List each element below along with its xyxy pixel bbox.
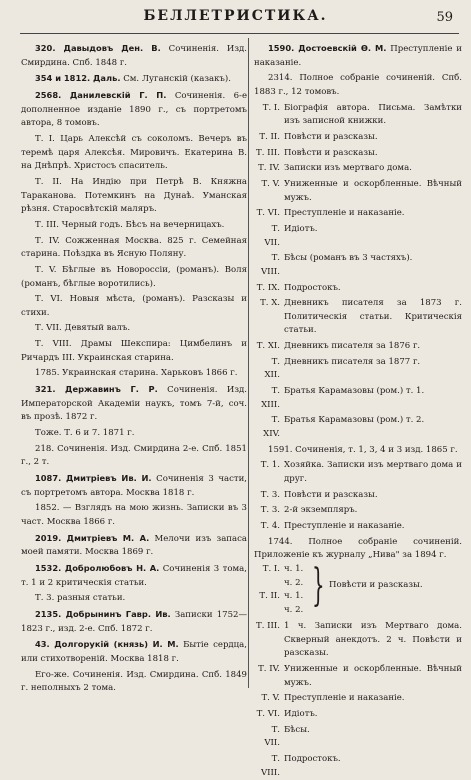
volume-row xyxy=(254,753,462,780)
catalog-entry xyxy=(21,322,247,336)
volume-label: Т. I. xyxy=(262,563,280,574)
right-column xyxy=(254,40,462,780)
volume-row xyxy=(254,162,462,176)
entry-text: Бытіе сердца, или стихотвореній. Москва 1818 г. xyxy=(21,640,247,664)
entry-text: Т. VIII. Драмы Шекспира: Цимбелинъ и Ричардъ III. Украинская старина. xyxy=(21,339,247,363)
catalog-entry xyxy=(254,444,462,458)
entry-text: Т. VI. Новыя мѣста, (романъ). Разсказы и стихи. xyxy=(21,294,247,318)
catalog-entry xyxy=(21,427,247,441)
entry-text: Т. I. Царь Алексѣй съ соколомъ. Вечеръ въ теремѣ царя Алексѣя. Мировичъ. Екатерина В. на Днѣпрѣ. Христосъ спаситель. xyxy=(21,133,247,172)
volume-row xyxy=(254,459,462,486)
catalog-entry xyxy=(21,235,247,262)
volume-text: Дневникъ писателя за 1877 г. xyxy=(284,356,421,367)
entry-text: Т. V. Бѣглые въ Новороссіи, (романъ). Воля (романъ, бѣглые воротились). xyxy=(21,264,247,289)
volume-row xyxy=(254,297,462,338)
volume-label: Т. XII. xyxy=(264,356,280,381)
entry-text: 1852. — Взглядъ на мою жизнь. Записки въ 3 част. Москва 1866 г. xyxy=(21,503,247,527)
catalog-entry xyxy=(21,532,247,560)
volume-text: Братья Карамазовы (ром.) т. 1. xyxy=(284,386,425,397)
entry-text: 218. Сочиненія. Изд. Смирдина 2-е. Спб. 1851 г., 2 т. xyxy=(21,443,247,468)
entry-author: 321. Державинъ Г. Р. xyxy=(35,384,158,395)
volume-text: Повѣсти и разсказы. xyxy=(284,147,378,158)
catalog-entry xyxy=(21,367,247,381)
volume-text: Бѣсы. xyxy=(284,724,310,735)
volume-text: Братья Карамазовы (ром.) т. 2. xyxy=(284,415,425,426)
volume-label: Т. VIII. xyxy=(260,753,280,778)
entry-text: Т. III. Черный годъ. Бѣсъ на вечерницахъ. xyxy=(35,219,225,230)
entry-text: Т. VII. Девятый валъ. xyxy=(35,323,131,334)
left-column xyxy=(21,40,247,696)
brace-row xyxy=(254,563,314,577)
volume-label: Т. III. xyxy=(256,147,280,158)
volume-label: Т. IX. xyxy=(256,282,280,293)
part-label: ч. 2. xyxy=(284,604,304,615)
volume-text: Преступленіе и наказаніе. xyxy=(284,521,405,531)
entry-author: 1590. Достоевскій Ѳ. М. xyxy=(268,43,387,53)
catalog-entry xyxy=(21,608,247,636)
volume-label: Т. 3. xyxy=(260,505,280,516)
volume-label: Т. IV. xyxy=(258,163,280,174)
header-rule xyxy=(20,33,459,34)
catalog-entry xyxy=(21,592,247,606)
entry-text: Его-же. Сочиненія. Изд. Смирдина. Спб. 1849 г. неполныхъ 2 тома. xyxy=(21,669,247,694)
volume-row xyxy=(254,414,462,441)
entry-text: 1591. Сочиненія, т. 1, 3, 4 и 3 изд. 1865 г. xyxy=(268,444,458,455)
entry-text: 1785. Украинская старина. Харьковъ 1866 г. xyxy=(35,368,238,379)
section-title: БЕЛЛЕТРИСТИКА. xyxy=(143,8,328,24)
volume-row xyxy=(254,489,462,503)
volume-label: Т. II. xyxy=(259,131,280,142)
entry-text: Тоже. Т. 6 и 7. 1871 г. xyxy=(35,428,135,439)
volume-text: Подростокъ. xyxy=(284,282,341,293)
catalog-entry xyxy=(21,133,247,174)
catalog-entry xyxy=(21,293,247,320)
brace-text: Повѣсти и разсказы. xyxy=(329,579,423,590)
page-header xyxy=(0,8,471,30)
part-label: ч. 1. xyxy=(284,563,304,574)
entry-text: Мелочи изъ запаса моей памяти. Москва 1869 г. xyxy=(21,533,247,558)
part-label: ч. 1. xyxy=(284,591,304,602)
catalog-entry xyxy=(21,338,247,365)
volume-label: Т. II. xyxy=(259,591,280,602)
volume-label xyxy=(254,577,284,591)
volume-row xyxy=(254,282,462,296)
volume-text: Идіотъ. xyxy=(284,223,318,234)
entry-author: 1087. Дмитріевъ Ив. И. xyxy=(35,473,152,484)
volume-label: Т. VII. xyxy=(264,223,280,248)
volume-text: Преступленіе и наказаніе. xyxy=(284,693,405,704)
volume-text: 1 ч. Записки изъ Мертваго дома. Скверный анекдотъ. 2 ч. Повѣсти и разсказы. xyxy=(284,620,462,659)
volume-text: Идіотъ. xyxy=(284,708,318,719)
volume-text: Преступленіе и наказаніе. xyxy=(284,208,405,219)
entry-text: Т. IV. Сожженная Москва. 825 г. Семейная старина. Поѣздка въ Ясную Поляну. xyxy=(21,235,247,260)
volume-text: Записки изъ мертваго дома. xyxy=(284,163,412,174)
catalog-entry xyxy=(21,472,247,500)
volume-row xyxy=(254,620,462,661)
volume-text: Біографія автора. Письма. Замѣтки изъ записной книжки. xyxy=(284,102,462,127)
catalog-entry xyxy=(21,176,247,217)
volume-row xyxy=(254,724,462,751)
catalog-entry xyxy=(21,42,247,70)
volume-text: Униженные и оскорбленные. Вѣчный мужъ. xyxy=(284,663,462,688)
volume-row xyxy=(254,520,462,534)
entry-text: Т. II. На Индію при Петрѣ В. Княжна Тараканова. Потемкинъ на Дунаѣ. Уманская рѣзня. Старосвѣтскій маляръ. xyxy=(21,176,247,215)
catalog-entry xyxy=(254,42,462,70)
entry-text: Сочиненія. Изд. Смирдина. Спб. 1848 г. xyxy=(21,44,248,68)
volume-text: Хозяйка. Записки изъ мертваго дома и друг. xyxy=(284,460,462,485)
volume-label: Т. VI. xyxy=(256,208,280,219)
catalog-entry xyxy=(21,562,247,590)
volume-row xyxy=(254,131,462,145)
volume-row xyxy=(254,692,462,706)
volume-label: Т. V. xyxy=(261,693,280,704)
volume-text: 2-й экземпляръ. xyxy=(284,505,358,516)
entry-text: Преступленіе и наказаніе. xyxy=(254,44,462,68)
page-number: 59 xyxy=(436,10,453,25)
entry-text: Т. 3. разныя статьи. xyxy=(35,593,126,604)
volume-row xyxy=(254,663,462,690)
entry-author: 43. Долгорукій (князь) И. М. xyxy=(35,639,179,650)
volume-row xyxy=(254,340,462,354)
catalog-entry xyxy=(21,264,247,291)
entry-text: Сочиненія. 6-е дополненное изданіе 1890 г., съ портретомъ автора, 8 томовъ. xyxy=(21,90,247,129)
volume-label: Т. VIII. xyxy=(260,253,280,277)
catalog-entry xyxy=(21,443,247,470)
column-divider xyxy=(248,38,249,688)
volume-row xyxy=(254,504,462,518)
volume-label xyxy=(254,604,284,618)
catalog-entry xyxy=(21,669,247,696)
volume-row xyxy=(254,178,462,205)
entry-text: Сочиненія 3 тома, т. 1 и 2 критическія статьи. xyxy=(21,563,247,588)
volume-label: Т. 4. xyxy=(260,521,280,531)
catalog-entry xyxy=(254,72,462,99)
volume-row xyxy=(254,207,462,221)
catalog-entry xyxy=(21,638,247,666)
catalog-entry xyxy=(21,383,247,425)
entry-text: Сочиненія. Изд. Императорской Академіи наукъ, томъ 7-й, соч. въ прозѣ. 1872 г. xyxy=(21,385,247,423)
volume-row xyxy=(254,708,462,722)
volume-label: Т. XI. xyxy=(256,341,280,352)
brace-mark: } xyxy=(312,559,325,611)
entry-text: Записки 1752—1823 г., изд. 2-е. Спб. 1872 г. xyxy=(21,609,247,634)
volume-label: Т. VII. xyxy=(264,724,280,749)
catalog-entry xyxy=(21,89,247,131)
volume-text: Подростокъ. xyxy=(284,753,341,764)
volume-label: Т. I. xyxy=(262,102,280,113)
volume-row xyxy=(254,223,462,250)
volume-label: Т. XIII. xyxy=(261,386,280,410)
entry-author: 354 и 1812. Даль. xyxy=(35,73,121,84)
entry-author: 2019. Дмитріевъ М. А. xyxy=(35,532,150,543)
entry-text: Сочиненія 3 части, съ портретомъ автора. Москва 1818 г. xyxy=(21,474,248,498)
volume-label: Т. X. xyxy=(260,298,280,309)
part-label: ч. 2. xyxy=(284,577,304,588)
volume-row xyxy=(254,252,462,279)
catalog-entry xyxy=(21,72,247,87)
volume-label: Т. III. xyxy=(256,620,280,631)
volume-text: Дневникъ писателя за 1876 г. xyxy=(284,341,421,352)
catalog-entry xyxy=(254,536,462,563)
volume-text: Повѣсти и разсказы. xyxy=(284,489,378,500)
volume-label: Т. VI. xyxy=(256,708,280,719)
catalog-entry xyxy=(21,219,247,233)
volume-row xyxy=(254,385,462,412)
volume-label: Т. 3. xyxy=(260,489,280,500)
entry-text: 2314. Полное собраніе сочиненій. Спб. 1883 г., 12 томовъ. xyxy=(254,73,462,97)
brace-row xyxy=(254,577,314,591)
volume-text: Униженные и оскорбленные. Вѣчный мужъ. xyxy=(284,178,462,203)
entry-author: 2568. Данилевскій Г. П. xyxy=(35,89,167,100)
brace-group xyxy=(254,559,462,618)
volume-row xyxy=(254,147,462,161)
brace-row xyxy=(254,590,314,604)
entry-author: 2135. Добрынинъ Гавр. Ив. xyxy=(35,608,171,619)
entry-text: См. Луганскій (казакъ). xyxy=(120,74,231,85)
volume-text: Повѣсти и разсказы. xyxy=(284,131,378,142)
entry-text: 1744. Полное собраніе сочиненій. Приложеніе къ журналу „Нива" за 1894 г. xyxy=(254,536,462,561)
entry-author: 320. Давыдовъ Ден. В. xyxy=(35,43,161,53)
volume-label: Т. 1. xyxy=(260,460,280,471)
volume-label: Т. XIV. xyxy=(263,415,280,440)
volume-label: Т. V. xyxy=(261,178,280,189)
entry-author: 1532. Добролюбовъ Н. А. xyxy=(35,562,160,573)
volume-text: Бѣсы (романъ въ 3 частяхъ). xyxy=(284,253,413,264)
catalog-entry xyxy=(21,502,247,529)
volume-text: Дневникъ писателя за 1873 г. Политическія статьи. Критическія статьи. xyxy=(284,298,462,336)
volume-row xyxy=(254,356,462,383)
volume-label: Т. IV. xyxy=(258,663,280,674)
volume-row xyxy=(254,102,462,129)
brace-row xyxy=(254,604,314,618)
